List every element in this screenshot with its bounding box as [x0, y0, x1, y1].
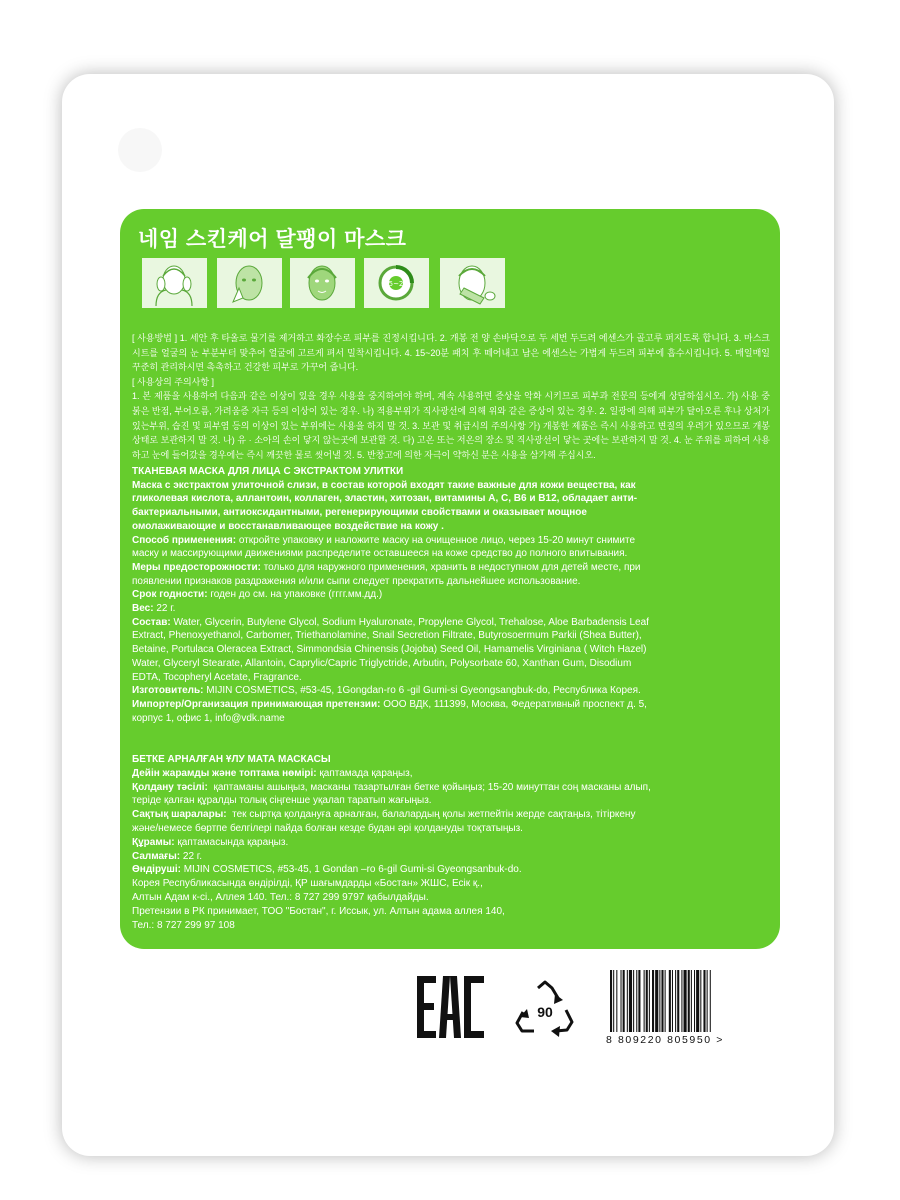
russian-intro-line: Маска с экстрактом улиточной слизи, в состав которой входят такие важные для кожи вещества, как	[132, 479, 636, 491]
expiry-label: Дейін жарамды және топтама нөмірі:	[132, 767, 317, 779]
barcode-bar	[684, 970, 687, 1032]
step-apply-mask-icon	[217, 258, 282, 308]
expiry-text: қаптамада қараңыз,	[319, 767, 413, 779]
barcode-bar	[652, 970, 654, 1032]
precautions-text: только для наружного применения, хранить в недоступном для детей месте, при	[263, 561, 641, 573]
russian-intro-line: гликолевая кислота, аллантоин, коллаген, эластин, хитозан, витамины А, С, В6 и В12, обладает анти-	[132, 493, 638, 505]
barcode-bar	[655, 970, 658, 1032]
composition-text: Water, Glyceryl Stearate, Allantoin, Caprylic/Capric Triglyctride, Arbutin, Polysorbate 60, Xanthan Gum, Disodium	[132, 657, 632, 669]
barcode-bar	[629, 970, 632, 1032]
barcode-bar	[700, 970, 701, 1032]
precautions-text-kazakh: тек сыртқа қолдануға арналған, балалардың қолы жетпейтін жерде сақтаңыз, тітіркену	[232, 809, 636, 821]
weight-label: Вес:	[132, 603, 154, 615]
kazakh-heading: БЕТКЕ АРНАЛҒАН ҰЛУ МАТА МАСКАСЫ	[132, 754, 331, 765]
kazakh-extra-line: Алтын Адам к-сі., Аллея 140. Тел.: 8 727 299 9797 қабылдайды.	[132, 891, 429, 903]
usage-text-korean: 1. 세안 후 타올로 물기를 제거하고 화장수로 피부를 진정시킵니다. 2. 개봉 전 양 손바닥으로 두 세번 두드려 에센스가 골고루 퍼지도록 합니다. 3. 마스크 시트를 얼굴의 눈 부분부터 맞추어 얼굴에 고르게 펴서 밀착시킵니다. 4. 15~20분 패치 후 떼어내고 남은 에센스는 가볍게 두드려 피부에 흡수시킵니다. 5. 매일매일 꾸준히 관리하시면 촉촉하고 건강한 피부로 가꾸어 줍니다.	[132, 333, 770, 373]
barcode-bar	[703, 970, 705, 1032]
barcode-bar	[691, 970, 692, 1032]
barcode-bar	[659, 970, 660, 1032]
usage-label-kazakh: Қолдану тәсілі:	[132, 781, 208, 793]
composition-label: Состав:	[132, 616, 171, 628]
weight-text: 22 г.	[156, 603, 176, 615]
green-info-panel	[120, 209, 780, 949]
precautions-label-kazakh: Сақтық шаралары:	[132, 809, 227, 821]
barcode-bar	[707, 970, 708, 1032]
barcode-bar	[669, 970, 671, 1032]
usage-text-kazakh: қаптаманы ашыңыз, масканы тазартылған бетке қойыңыз; 15-20 минуттан соң масканы алып,	[213, 781, 651, 793]
weight-text-kazakh: 22 г.	[182, 850, 203, 862]
barcode-bar	[627, 970, 628, 1032]
application-label: Способ применения:	[132, 534, 237, 546]
precautions-text: появлении признаков раздражения и/или сыпи следует прекратить дальнейшее использование.	[132, 575, 581, 587]
step-wash-face-icon	[142, 258, 207, 308]
barcode-bar	[644, 970, 645, 1032]
usage-heading-korean: [ 사용방법 ]	[132, 333, 178, 343]
composition-text: Water, Glycerin, Butylene Glycol, Sodium Hyaluronate, Propylene Glycol, Trehalose, Aloe Barbadensis Leaf	[173, 616, 649, 628]
barcode-bar	[696, 970, 699, 1032]
barcode-bar	[610, 970, 612, 1032]
composition-text: EDTA, Tocopheryl Acetate, Fragrance.	[132, 671, 302, 683]
barcode-bar	[649, 970, 650, 1032]
barcode-number: 8 809220 805950 >	[606, 1034, 724, 1046]
shelf-life-text: годен до см. на упаковке (гггг.мм.дд.)	[210, 589, 383, 601]
barcode-bar	[661, 970, 663, 1032]
weight-label-kazakh: Салмағы:	[132, 850, 181, 862]
barcode-bar	[633, 970, 634, 1032]
caution-heading-korean: [ 사용상의 주의사항 ]	[132, 376, 215, 387]
composition-text: Extract, Phenoxyethanol, Carbomer, Triethanolamine, Snail Secretion Filtrate, Butyrosoermum Parkii (Shea Butter),	[132, 630, 642, 642]
barcode-bar	[672, 970, 673, 1032]
kazakh-extra-line: Претензии в РК принимает, ТОО "Бостан", г. Иссык, ул. Алтын адама аллея 140,	[132, 905, 505, 917]
barcode-bar	[665, 970, 666, 1032]
barcode-bar	[636, 970, 637, 1032]
barcode-bar	[621, 970, 622, 1032]
barcode-bar	[638, 970, 640, 1032]
barcode-bar	[688, 970, 690, 1032]
kazakh-extra-line: Корея Республикасында өндірілді, ҚР шағымдарды «Бостан» ЖШС, Есік қ.,	[132, 878, 483, 890]
precautions-text-kazakh: және/немесе бөртпе белгілері пайда болған кезде будан әрі қолдануды тоқтатыңыз.	[132, 822, 523, 834]
barcode-bar	[694, 970, 695, 1032]
barcode-bar	[710, 970, 711, 1032]
step-mask-on-icon	[290, 258, 355, 308]
korean-instructions	[132, 331, 770, 462]
barcode-bar	[675, 970, 676, 1032]
manufacturer-text: MIJIN COSMETICS, #53-45, 1Gongdan-ro 6 -gil Gumi-si Gyeongsangbuk-do, Республика Корея.	[206, 685, 641, 697]
barcode-bar	[677, 970, 679, 1032]
barcode-bar	[681, 970, 682, 1032]
eac-mark-icon	[415, 972, 487, 1042]
shelf-life-label: Срок годности:	[132, 589, 208, 601]
composition-text-kazakh: қаптамасында қараңыз.	[177, 836, 289, 848]
kazakh-extra-line: Тел.: 8 727 299 97 108	[132, 919, 235, 931]
importer-text: ООО ВДК, 111399, Москва, Федеративный проспект д. 5,	[383, 698, 647, 710]
composition-label-kazakh: Құрамы:	[132, 836, 175, 848]
russian-intro-line: бактериальными, антиоксидантными, регенерирующими свойствами и оказывает мощное	[132, 507, 587, 519]
russian-heading: ТКАНЕВАЯ МАСКА ДЛЯ ЛИЦА С ЭКСТРАКТОМ УЛИТКИ	[132, 466, 404, 477]
importer-text: корпус 1, офис 1, info@vdk.name	[132, 712, 285, 724]
barcode-bar	[623, 970, 625, 1032]
barcode-bar	[613, 970, 614, 1032]
recycle-code: 90	[537, 1004, 553, 1020]
russian-section	[132, 465, 770, 725]
barcode-bar	[646, 970, 648, 1032]
barcode	[608, 970, 758, 1032]
caution-text-korean: 1. 본 제품을 사용하여 다음과 같은 이상이 있을 경우 사용을 중지하여야 하며, 계속 사용하면 증상을 악화 시키므로 피부과 전문의 등에게 상담하십시오. 가) 사용 중 붉은 반점, 부어오름, 가려움증 자극 등의 이상이 있는 경우. 나) 적용부위가 직사광선에 의해 위와 같은 증상이 있는 경우. 2. 일광에 의해 피부가 달아오른 후나 상처가 있는부위, 습진 및 피부염 등의 이상이 있는 부위에는 사용을 하지 말 것. 3. 보관 및 취급시의 주의사항 가) 개봉한 제품은 즉시 사용하고 변질의 우려가 있으므로 개봉 상태로 보관하지 말 것. 나) 유 · 소아의 손이 닿지 않는곳에 보관할 것. 다) 고온 또는 저온의 장소 및 직사광선이 닿는 곳에는 보관하지 말 것. 4. 눈 주위를 피하여 사용하고 눈에 들어갔을 경우에는 즉시 깨끗한 물로 씻어낼 것. 5. 반창고에 의한 자극이 약하신 분은 사용을 삼가해 주십시오.	[132, 391, 770, 460]
usage-text-kazakh: теріде қалған құралды толық сіңгенше уқалап таратып жағыңыз.	[132, 795, 432, 807]
product-title-korean: 네임 스킨케어 달팽이 마스크	[138, 228, 407, 251]
producer-text-kazakh: MIJIN COSMETICS, #53-45, 1 Gondan –ro 6-gil Gumi-si Gyeongsanbuk-do.	[183, 864, 522, 876]
barcode-bar	[616, 970, 617, 1032]
manufacturer-label: Изготовитель:	[132, 685, 204, 697]
precautions-label: Меры предосторожности:	[132, 561, 261, 573]
composition-text: Betaine, Portulaca Oleracea Extract, Simmondsia Chinensis (Jojoba) Seed Oil, Hamamelis Virginiana ( Witch Hazel)	[132, 644, 647, 656]
step-remove-mask-icon	[440, 258, 505, 308]
step-wait-timer-icon	[364, 258, 429, 308]
timer-label: 15~20	[384, 280, 408, 288]
hang-hole	[118, 128, 162, 172]
application-text: откройте упаковку и наложите маску на очищенное лицо, через 15-20 минут снимите	[238, 534, 636, 546]
kazakh-section	[132, 753, 770, 932]
importer-label: Импортер/Организация принимающая претензии:	[132, 698, 381, 710]
recycle-icon	[512, 980, 578, 1042]
russian-intro-line: омолаживающие и восстанавливающее воздействие на кожу .	[132, 520, 444, 532]
producer-label-kazakh: Өндіруші:	[132, 864, 181, 876]
application-text: маску и массирующими движениями распределите оставшееся на коже средство до полного впитывания.	[132, 548, 628, 560]
